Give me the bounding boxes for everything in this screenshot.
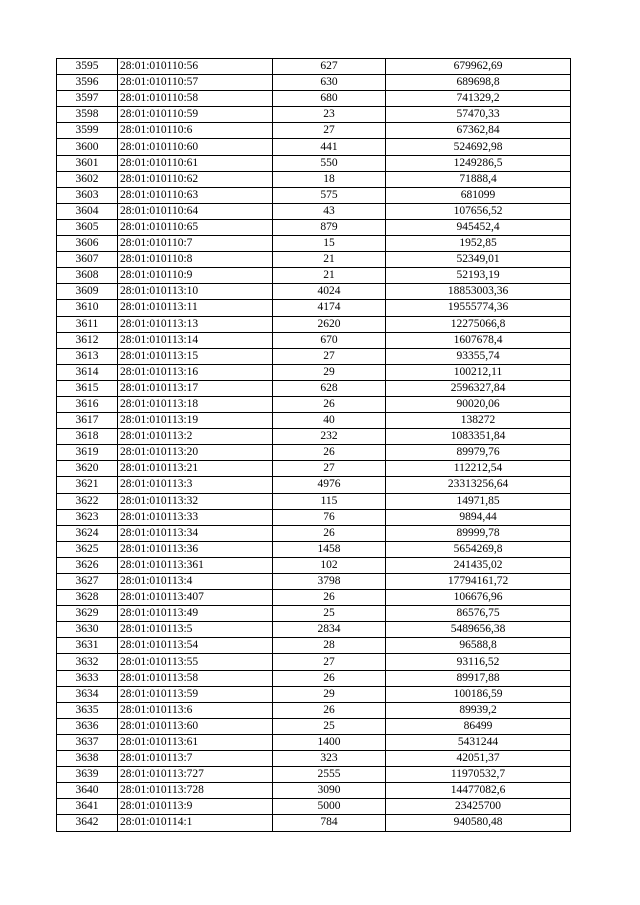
- table-row: [57, 622, 571, 638]
- row-number-cell: 3601: [57, 155, 118, 171]
- cadastral-number-cell: 28:01:010110:9: [118, 268, 273, 284]
- table-row: [57, 91, 571, 107]
- cadastral-number-cell: 28:01:010113:2: [118, 429, 273, 445]
- row-number-cell: 3613: [57, 348, 118, 364]
- quantity-cell: 26: [273, 445, 386, 461]
- quantity-cell: 2834: [273, 622, 386, 638]
- value-cell: 741329,2: [386, 91, 571, 107]
- value-cell: 93355,74: [386, 348, 571, 364]
- table-row: [57, 590, 571, 606]
- table-row: [57, 445, 571, 461]
- table-row: [57, 751, 571, 767]
- value-cell: 89939,2: [386, 702, 571, 718]
- row-number-cell: 3605: [57, 219, 118, 235]
- cadastral-number-cell: 28:01:010110:63: [118, 187, 273, 203]
- value-cell: 112212,54: [386, 461, 571, 477]
- cadastral-number-cell: 28:01:010113:21: [118, 461, 273, 477]
- quantity-cell: 441: [273, 139, 386, 155]
- quantity-cell: 3798: [273, 574, 386, 590]
- quantity-cell: 4174: [273, 300, 386, 316]
- row-number-cell: 3631: [57, 638, 118, 654]
- cadastral-number-cell: 28:01:010113:11: [118, 300, 273, 316]
- quantity-cell: 4976: [273, 477, 386, 493]
- table-row: [57, 107, 571, 123]
- value-cell: 42051,37: [386, 751, 571, 767]
- table-row: [57, 525, 571, 541]
- quantity-cell: 879: [273, 219, 386, 235]
- value-cell: 11970532,7: [386, 767, 571, 783]
- value-cell: 100212,11: [386, 364, 571, 380]
- cadastral-number-cell: 28:01:010113:3: [118, 477, 273, 493]
- table-row: [57, 541, 571, 557]
- cadastral-number-cell: 28:01:010110:59: [118, 107, 273, 123]
- table-row: [57, 606, 571, 622]
- quantity-cell: 323: [273, 751, 386, 767]
- cadastral-number-cell: 28:01:010113:32: [118, 493, 273, 509]
- quantity-cell: 575: [273, 187, 386, 203]
- value-cell: 100186,59: [386, 686, 571, 702]
- quantity-cell: 680: [273, 91, 386, 107]
- row-number-cell: 3625: [57, 541, 118, 557]
- value-cell: 12275066,8: [386, 316, 571, 332]
- quantity-cell: 26: [273, 670, 386, 686]
- row-number-cell: 3634: [57, 686, 118, 702]
- quantity-cell: 115: [273, 493, 386, 509]
- quantity-cell: 15: [273, 236, 386, 252]
- row-number-cell: 3597: [57, 91, 118, 107]
- row-number-cell: 3626: [57, 557, 118, 573]
- table-row: [57, 477, 571, 493]
- cadastral-number-cell: 28:01:010113:60: [118, 718, 273, 734]
- value-cell: 107656,52: [386, 203, 571, 219]
- row-number-cell: 3599: [57, 123, 118, 139]
- cadastral-number-cell: 28:01:010110:8: [118, 252, 273, 268]
- value-cell: 679962,69: [386, 59, 571, 75]
- value-cell: 89917,88: [386, 670, 571, 686]
- row-number-cell: 3615: [57, 380, 118, 396]
- value-cell: 89979,76: [386, 445, 571, 461]
- value-cell: 106676,96: [386, 590, 571, 606]
- table-row: [57, 252, 571, 268]
- quantity-cell: 26: [273, 702, 386, 718]
- table-row: [57, 799, 571, 815]
- row-number-cell: 3600: [57, 139, 118, 155]
- row-number-cell: 3622: [57, 493, 118, 509]
- cadastral-number-cell: 28:01:010113:10: [118, 284, 273, 300]
- row-number-cell: 3636: [57, 718, 118, 734]
- quantity-cell: 27: [273, 654, 386, 670]
- quantity-cell: 550: [273, 155, 386, 171]
- table-row: [57, 461, 571, 477]
- quantity-cell: 784: [273, 815, 386, 831]
- quantity-cell: 29: [273, 364, 386, 380]
- value-cell: 138272: [386, 413, 571, 429]
- table-row: [57, 429, 571, 445]
- table-row: [57, 396, 571, 412]
- row-number-cell: 3595: [57, 59, 118, 75]
- row-number-cell: 3635: [57, 702, 118, 718]
- table-row: [57, 670, 571, 686]
- row-number-cell: 3623: [57, 509, 118, 525]
- row-number-cell: 3630: [57, 622, 118, 638]
- row-number-cell: 3611: [57, 316, 118, 332]
- cadastral-number-cell: 28:01:010113:17: [118, 380, 273, 396]
- cadastral-number-cell: 28:01:010110:64: [118, 203, 273, 219]
- value-cell: 1249286,5: [386, 155, 571, 171]
- table-row: [57, 300, 571, 316]
- row-number-cell: 3633: [57, 670, 118, 686]
- table-body: [57, 59, 571, 832]
- table-row: [57, 316, 571, 332]
- row-number-cell: 3596: [57, 75, 118, 91]
- table-row: [57, 236, 571, 252]
- quantity-cell: 26: [273, 525, 386, 541]
- row-number-cell: 3603: [57, 187, 118, 203]
- table-row: [57, 686, 571, 702]
- table-row: [57, 413, 571, 429]
- cadastral-number-cell: 28:01:010113:728: [118, 783, 273, 799]
- value-cell: 524692,98: [386, 139, 571, 155]
- value-cell: 681099: [386, 187, 571, 203]
- quantity-cell: 26: [273, 396, 386, 412]
- value-cell: 19555774,36: [386, 300, 571, 316]
- row-number-cell: 3606: [57, 236, 118, 252]
- cadastral-number-cell: 28:01:010113:61: [118, 734, 273, 750]
- quantity-cell: 23: [273, 107, 386, 123]
- table-row: [57, 155, 571, 171]
- quantity-cell: 2620: [273, 316, 386, 332]
- cadastral-number-cell: 28:01:010113:9: [118, 799, 273, 815]
- quantity-cell: 232: [273, 429, 386, 445]
- table-row: [57, 284, 571, 300]
- cadastral-number-cell: 28:01:010113:361: [118, 557, 273, 573]
- value-cell: 52193,19: [386, 268, 571, 284]
- row-number-cell: 3616: [57, 396, 118, 412]
- value-cell: 93116,52: [386, 654, 571, 670]
- cadastral-number-cell: 28:01:010113:58: [118, 670, 273, 686]
- table-row: [57, 702, 571, 718]
- cadastral-number-cell: 28:01:010113:19: [118, 413, 273, 429]
- table-row: [57, 654, 571, 670]
- cadastral-number-cell: 28:01:010113:36: [118, 541, 273, 557]
- value-cell: 1952,85: [386, 236, 571, 252]
- table-row: [57, 638, 571, 654]
- row-number-cell: 3637: [57, 734, 118, 750]
- quantity-cell: 76: [273, 509, 386, 525]
- table-row: [57, 380, 571, 396]
- value-cell: 5431244: [386, 734, 571, 750]
- value-cell: 71888,4: [386, 171, 571, 187]
- row-number-cell: 3639: [57, 767, 118, 783]
- quantity-cell: 102: [273, 557, 386, 573]
- cadastral-number-cell: 28:01:010113:15: [118, 348, 273, 364]
- row-number-cell: 3629: [57, 606, 118, 622]
- quantity-cell: 630: [273, 75, 386, 91]
- table-row: [57, 348, 571, 364]
- table-row: [57, 332, 571, 348]
- table-row: [57, 509, 571, 525]
- cadastral-number-cell: 28:01:010113:20: [118, 445, 273, 461]
- cadastral-number-cell: 28:01:010113:49: [118, 606, 273, 622]
- table-row: [57, 187, 571, 203]
- row-number-cell: 3609: [57, 284, 118, 300]
- cadastral-number-cell: 28:01:010113:55: [118, 654, 273, 670]
- row-number-cell: 3638: [57, 751, 118, 767]
- quantity-cell: 627: [273, 59, 386, 75]
- quantity-cell: 5000: [273, 799, 386, 815]
- quantity-cell: 27: [273, 123, 386, 139]
- quantity-cell: 26: [273, 590, 386, 606]
- cadastral-number-cell: 28:01:010110:7: [118, 236, 273, 252]
- cadastral-number-cell: 28:01:010110:6: [118, 123, 273, 139]
- value-cell: 23313256,64: [386, 477, 571, 493]
- value-cell: 89999,78: [386, 525, 571, 541]
- value-cell: 2596327,84: [386, 380, 571, 396]
- cadastral-number-cell: 28:01:010110:61: [118, 155, 273, 171]
- value-cell: 945452,4: [386, 219, 571, 235]
- quantity-cell: 1400: [273, 734, 386, 750]
- row-number-cell: 3617: [57, 413, 118, 429]
- value-cell: 14971,85: [386, 493, 571, 509]
- cadastral-number-cell: 28:01:010114:1: [118, 815, 273, 831]
- table-row: [57, 75, 571, 91]
- row-number-cell: 3598: [57, 107, 118, 123]
- quantity-cell: 40: [273, 413, 386, 429]
- table-row: [57, 493, 571, 509]
- cadastral-number-cell: 28:01:010113:5: [118, 622, 273, 638]
- cadastral-number-cell: 28:01:010113:14: [118, 332, 273, 348]
- quantity-cell: 25: [273, 718, 386, 734]
- table-row: [57, 123, 571, 139]
- cadastral-number-cell: 28:01:010110:62: [118, 171, 273, 187]
- row-number-cell: 3620: [57, 461, 118, 477]
- value-cell: 5489656,38: [386, 622, 571, 638]
- table-row: [57, 767, 571, 783]
- value-cell: 90020,06: [386, 396, 571, 412]
- value-cell: 241435,02: [386, 557, 571, 573]
- value-cell: 1083351,84: [386, 429, 571, 445]
- table-row: [57, 203, 571, 219]
- row-number-cell: 3607: [57, 252, 118, 268]
- cadastral-number-cell: 28:01:010113:4: [118, 574, 273, 590]
- cadastral-number-cell: 28:01:010110:58: [118, 91, 273, 107]
- quantity-cell: 628: [273, 380, 386, 396]
- quantity-cell: 1458: [273, 541, 386, 557]
- row-number-cell: 3628: [57, 590, 118, 606]
- quantity-cell: 2555: [273, 767, 386, 783]
- value-cell: 9894,44: [386, 509, 571, 525]
- cadastral-number-cell: 28:01:010113:33: [118, 509, 273, 525]
- table-row: [57, 718, 571, 734]
- table-row: [57, 219, 571, 235]
- cadastral-number-cell: 28:01:010113:16: [118, 364, 273, 380]
- table-row: [57, 574, 571, 590]
- table-row: [57, 139, 571, 155]
- row-number-cell: 3632: [57, 654, 118, 670]
- row-number-cell: 3642: [57, 815, 118, 831]
- cadastral-number-cell: 28:01:010110:56: [118, 59, 273, 75]
- value-cell: 17794161,72: [386, 574, 571, 590]
- row-number-cell: 3621: [57, 477, 118, 493]
- row-number-cell: 3612: [57, 332, 118, 348]
- cadastral-number-cell: 28:01:010113:407: [118, 590, 273, 606]
- row-number-cell: 3604: [57, 203, 118, 219]
- quantity-cell: 43: [273, 203, 386, 219]
- table-row: [57, 268, 571, 284]
- row-number-cell: 3618: [57, 429, 118, 445]
- cadastral-number-cell: 28:01:010113:7: [118, 751, 273, 767]
- row-number-cell: 3619: [57, 445, 118, 461]
- cadastral-number-cell: 28:01:010113:13: [118, 316, 273, 332]
- table-row: [57, 783, 571, 799]
- quantity-cell: 25: [273, 606, 386, 622]
- row-number-cell: 3608: [57, 268, 118, 284]
- row-number-cell: 3624: [57, 525, 118, 541]
- cadastral-number-cell: 28:01:010113:34: [118, 525, 273, 541]
- value-cell: 86576,75: [386, 606, 571, 622]
- table-row: [57, 364, 571, 380]
- row-number-cell: 3640: [57, 783, 118, 799]
- value-cell: 57470,33: [386, 107, 571, 123]
- cadastral-number-cell: 28:01:010113:727: [118, 767, 273, 783]
- value-cell: 86499: [386, 718, 571, 734]
- table-row: [57, 734, 571, 750]
- value-cell: 689698,8: [386, 75, 571, 91]
- cadastral-table: [56, 58, 571, 832]
- cadastral-number-cell: 28:01:010113:18: [118, 396, 273, 412]
- row-number-cell: 3614: [57, 364, 118, 380]
- table-row: [57, 171, 571, 187]
- row-number-cell: 3602: [57, 171, 118, 187]
- cadastral-number-cell: 28:01:010113:59: [118, 686, 273, 702]
- quantity-cell: 3090: [273, 783, 386, 799]
- quantity-cell: 18: [273, 171, 386, 187]
- cadastral-number-cell: 28:01:010113:6: [118, 702, 273, 718]
- quantity-cell: 28: [273, 638, 386, 654]
- quantity-cell: 21: [273, 268, 386, 284]
- value-cell: 1607678,4: [386, 332, 571, 348]
- quantity-cell: 21: [273, 252, 386, 268]
- value-cell: 23425700: [386, 799, 571, 815]
- quantity-cell: 670: [273, 332, 386, 348]
- value-cell: 14477082,6: [386, 783, 571, 799]
- quantity-cell: 29: [273, 686, 386, 702]
- value-cell: 18853003,36: [386, 284, 571, 300]
- cadastral-number-cell: 28:01:010110:60: [118, 139, 273, 155]
- table-row: [57, 815, 571, 831]
- cadastral-number-cell: 28:01:010113:54: [118, 638, 273, 654]
- value-cell: 67362,84: [386, 123, 571, 139]
- row-number-cell: 3610: [57, 300, 118, 316]
- value-cell: 940580,48: [386, 815, 571, 831]
- value-cell: 5654269,8: [386, 541, 571, 557]
- row-number-cell: 3641: [57, 799, 118, 815]
- quantity-cell: 4024: [273, 284, 386, 300]
- cadastral-number-cell: 28:01:010110:65: [118, 219, 273, 235]
- table-row: [57, 557, 571, 573]
- row-number-cell: 3627: [57, 574, 118, 590]
- quantity-cell: 27: [273, 461, 386, 477]
- quantity-cell: 27: [273, 348, 386, 364]
- cadastral-number-cell: 28:01:010110:57: [118, 75, 273, 91]
- value-cell: 96588,8: [386, 638, 571, 654]
- table-row: [57, 59, 571, 75]
- value-cell: 52349,01: [386, 252, 571, 268]
